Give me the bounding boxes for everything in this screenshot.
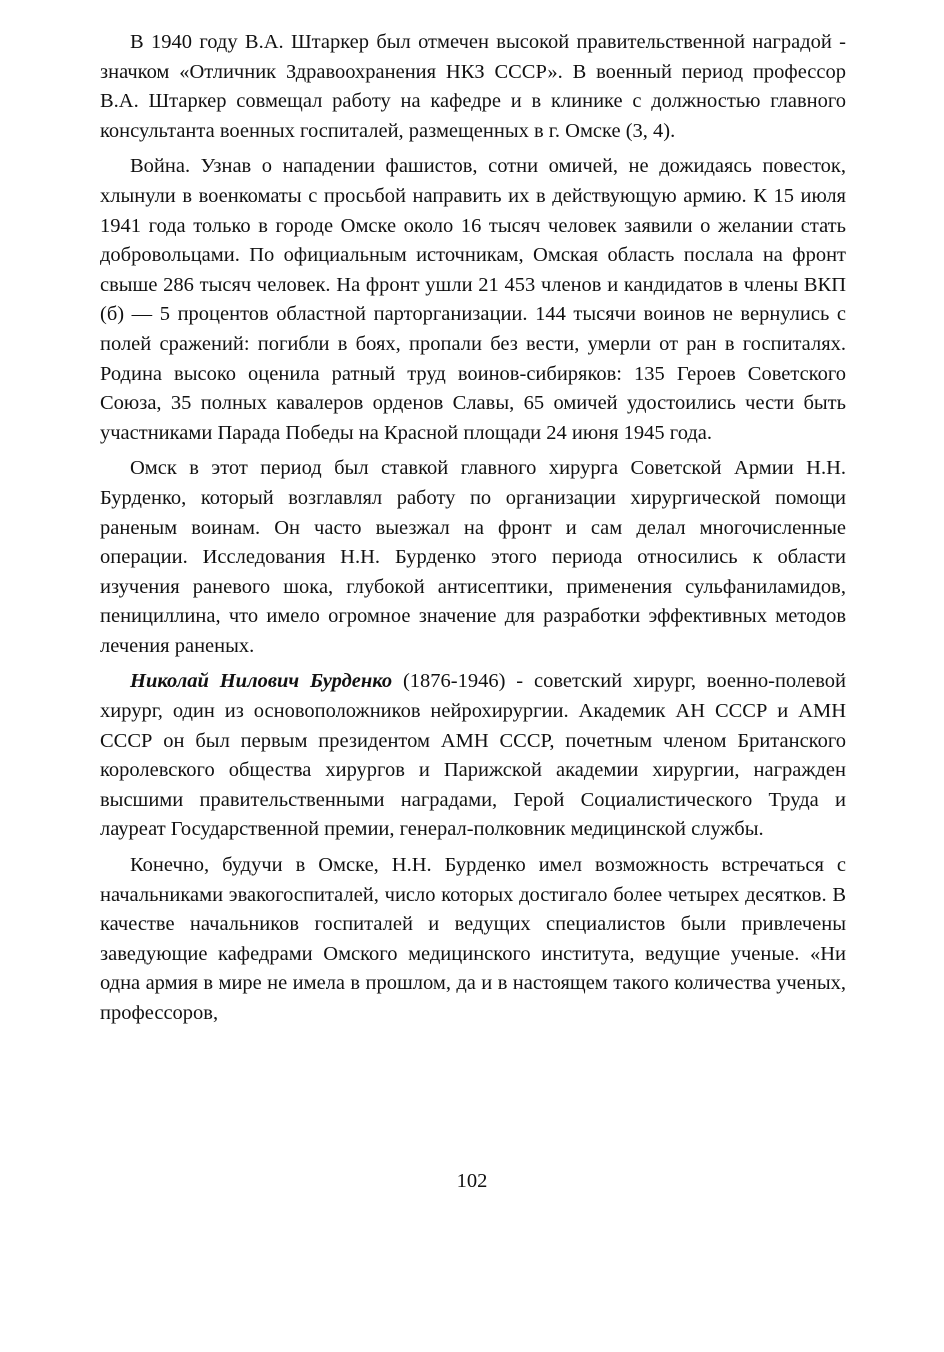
burdenko-name: Николай Нилович Бурденко (130, 670, 393, 693)
page-body (100, 28, 846, 1035)
paragraph-evacuation-hospitals: Конечно, будучи в Омске, Н.Н. Бурденко имел возможность встречаться с начальниками эвакогоспиталей, число которых достигало более четырех десятков. В качестве начальников госпиталей и ведущих специалистов были привлечены заведующие кафедрами Омского медицинского института, ведущие ученые. «Ни одна армия в мире не имела в прошлом, да и в настоящем такого количества ученых, профессоров, (100, 854, 846, 1024)
paragraph-burdenko-omsk: Омск в этот период был ставкой главного хирурга Советской Армии Н.Н. Бурденко, который возглавлял работу по организации хирургической помощи раненым воинам. Он часто выезжал на фронт и сам делал многочисленные операции. Исследования Н.Н. Бурденко этого периода относились к области изучения раневого шока, глубокой антисептики, применения сульфаниламидов, пенициллина, что имело огромное значение для разработки эффективных методов лечения раненых. (100, 457, 846, 657)
paragraph-burdenko-biography (100, 667, 846, 845)
paragraph-starker-award: В 1940 году В.А. Штаркер был отмечен высокой правительственной наградой - значком «Отличник Здравоохранения НКЗ СССР». В военный период профессор В.А. Штаркер совмещал работу на кафедре и в клинике с должностью главного консультанта военных госпиталей, размещенных в г. Омске (3, 4). (100, 31, 846, 142)
paragraph-war-volunteers: Война. Узнав о нападении фашистов, сотни омичей, не дожидаясь повесток, хлынули в военкоматы с просьбой направить их в действующую армию. К 15 июля 1941 года только в городе Омске около 16 тысяч человек заявили о желании стать добровольцами. По официальным источникам, Омская область послала на фронт свыше 286 тысяч человек. На фронт ушли 21 453 членов и кандидатов в члены ВКП (б) — 5 процентов областной парторганизации. 144 тысячи воинов не вернулись с полей сражений: погибли в боях, пропали без вести, умерли от ран в госпиталях. Родина высоко оценила ратный труд воинов-сибиряков: 135 Героев Советского Союза, 35 полных кавалеров орденов Славы, 65 омичей удостоились чести быть участниками Парада Победы на Красной площади 24 июня 1945 года. (100, 155, 846, 444)
page-number: 102 (456, 1170, 488, 1192)
burdenko-biography-text: (1876-1946) - советский хирург, военно-полевой хирург, один из основоположников нейрохирургии. Академик АН СССР и АМН СССР он был первым президентом АМН СССР, почетным членом Британского королевского общества хирургов и Парижской академии хирургии, награжден высшими правительственными наградами, Герой Социалистического Труда и лауреат Государственной премии, генерал-полковник медицинской службы. (100, 670, 847, 841)
